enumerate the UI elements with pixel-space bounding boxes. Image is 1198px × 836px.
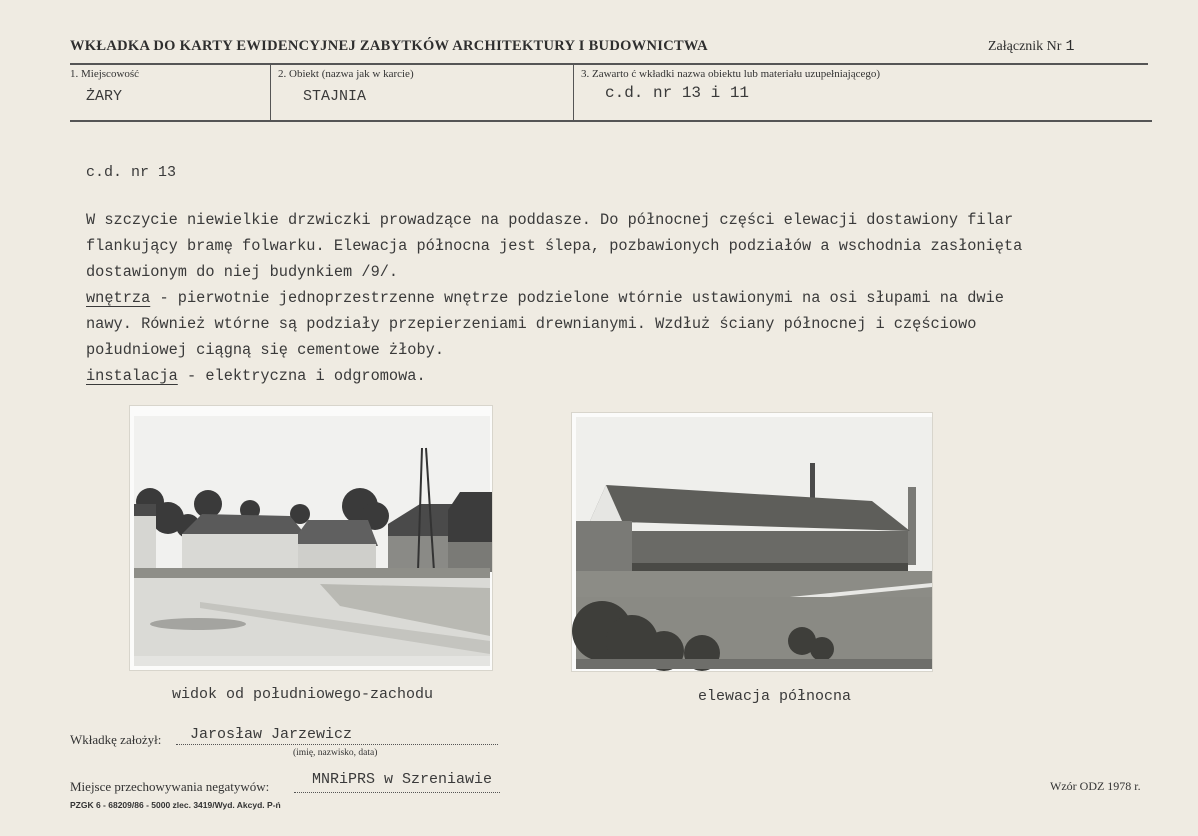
- storage-label: Miejsce przechowywania negatywów:: [70, 779, 270, 794]
- form-model: Wzór ODZ 1978 r.: [1050, 779, 1141, 793]
- founder-label: Wkładkę założył:: [70, 732, 162, 747]
- description-line: dostawionym do niej budynkiem /9/.: [86, 263, 399, 281]
- description-line: południowej ciągną się cementowe żłoby.: [86, 341, 445, 359]
- description-line: - pierwotnie jednoprzestrzenne wnętrze podzielone wtórnie ustawionymi na osi słupami na dwie: [150, 289, 1004, 307]
- description-line: flankujący bramę folwarku. Elewacja północna jest ślepa, pozbawionych podziałów a wschodnia zasłonięta: [86, 237, 1023, 255]
- field-divider-1: [270, 65, 271, 120]
- object-value: STAJNIA: [303, 88, 367, 105]
- print-info: PZGK 6 - 68209/86 - 5000 zlec. 3419/Wyd. Akcyd. P-ń: [70, 800, 281, 810]
- photo-southwest-view: [130, 406, 492, 670]
- continuation-ref: c.d. nr 13: [86, 164, 177, 181]
- field-divider-2: [573, 65, 574, 120]
- founder-dotted-line: [176, 744, 498, 745]
- attachment-label: Załącznik Nr: [988, 39, 1062, 54]
- description-line: - elektryczna i odgromowa.: [177, 367, 426, 385]
- storage-dotted-line: [294, 792, 500, 793]
- contents-value: c.d. nr 13 i 11: [605, 84, 750, 102]
- founder-hint: (imię, nazwisko, data): [293, 748, 378, 758]
- installation-heading: instalacja: [86, 367, 178, 385]
- founder-value: Jarosław Jarzewicz: [190, 726, 353, 743]
- locality-label: 1. Miejscowość: [70, 68, 140, 80]
- attachment-value: 1: [1065, 38, 1075, 55]
- form-title: WKŁADKA DO KARTY EWIDENCYJNEJ ZABYTKÓW ARCHITEKTURY I BUDOWNICTWA: [70, 38, 708, 54]
- right-photo-caption: elewacja północna: [698, 688, 852, 705]
- description-line: nawy. Również wtórne są podziały przepierzeniami drewnianymi. Wzdłuż ściany północnej i częściowo: [86, 315, 977, 333]
- header-rule-top: [70, 63, 1148, 65]
- header-rule-bottom: [70, 120, 1152, 122]
- object-label: 2. Obiekt (nazwa jak w karcie): [278, 68, 414, 80]
- storage-value: MNRiPRS w Szreniawie: [312, 771, 493, 788]
- photo-north-elevation: [572, 413, 932, 671]
- contents-label: 3. Zawarto ć wkładki nazwa obiektu lub materiału uzupełniającego): [581, 68, 881, 80]
- attachment-number: [988, 38, 1074, 55]
- description-line: W szczycie niewielkie drzwiczki prowadzące na poddasze. Do północnej części elewacji dostawiony filar: [86, 211, 1014, 229]
- locality-value: ŻARY: [86, 88, 123, 105]
- photo-north-elevation-image: [572, 413, 932, 671]
- description-text: [86, 207, 1022, 389]
- photo-southwest-image: [130, 406, 492, 670]
- interior-heading: wnętrza: [86, 289, 151, 307]
- left-photo-caption: widok od południowego-zachodu: [172, 686, 434, 703]
